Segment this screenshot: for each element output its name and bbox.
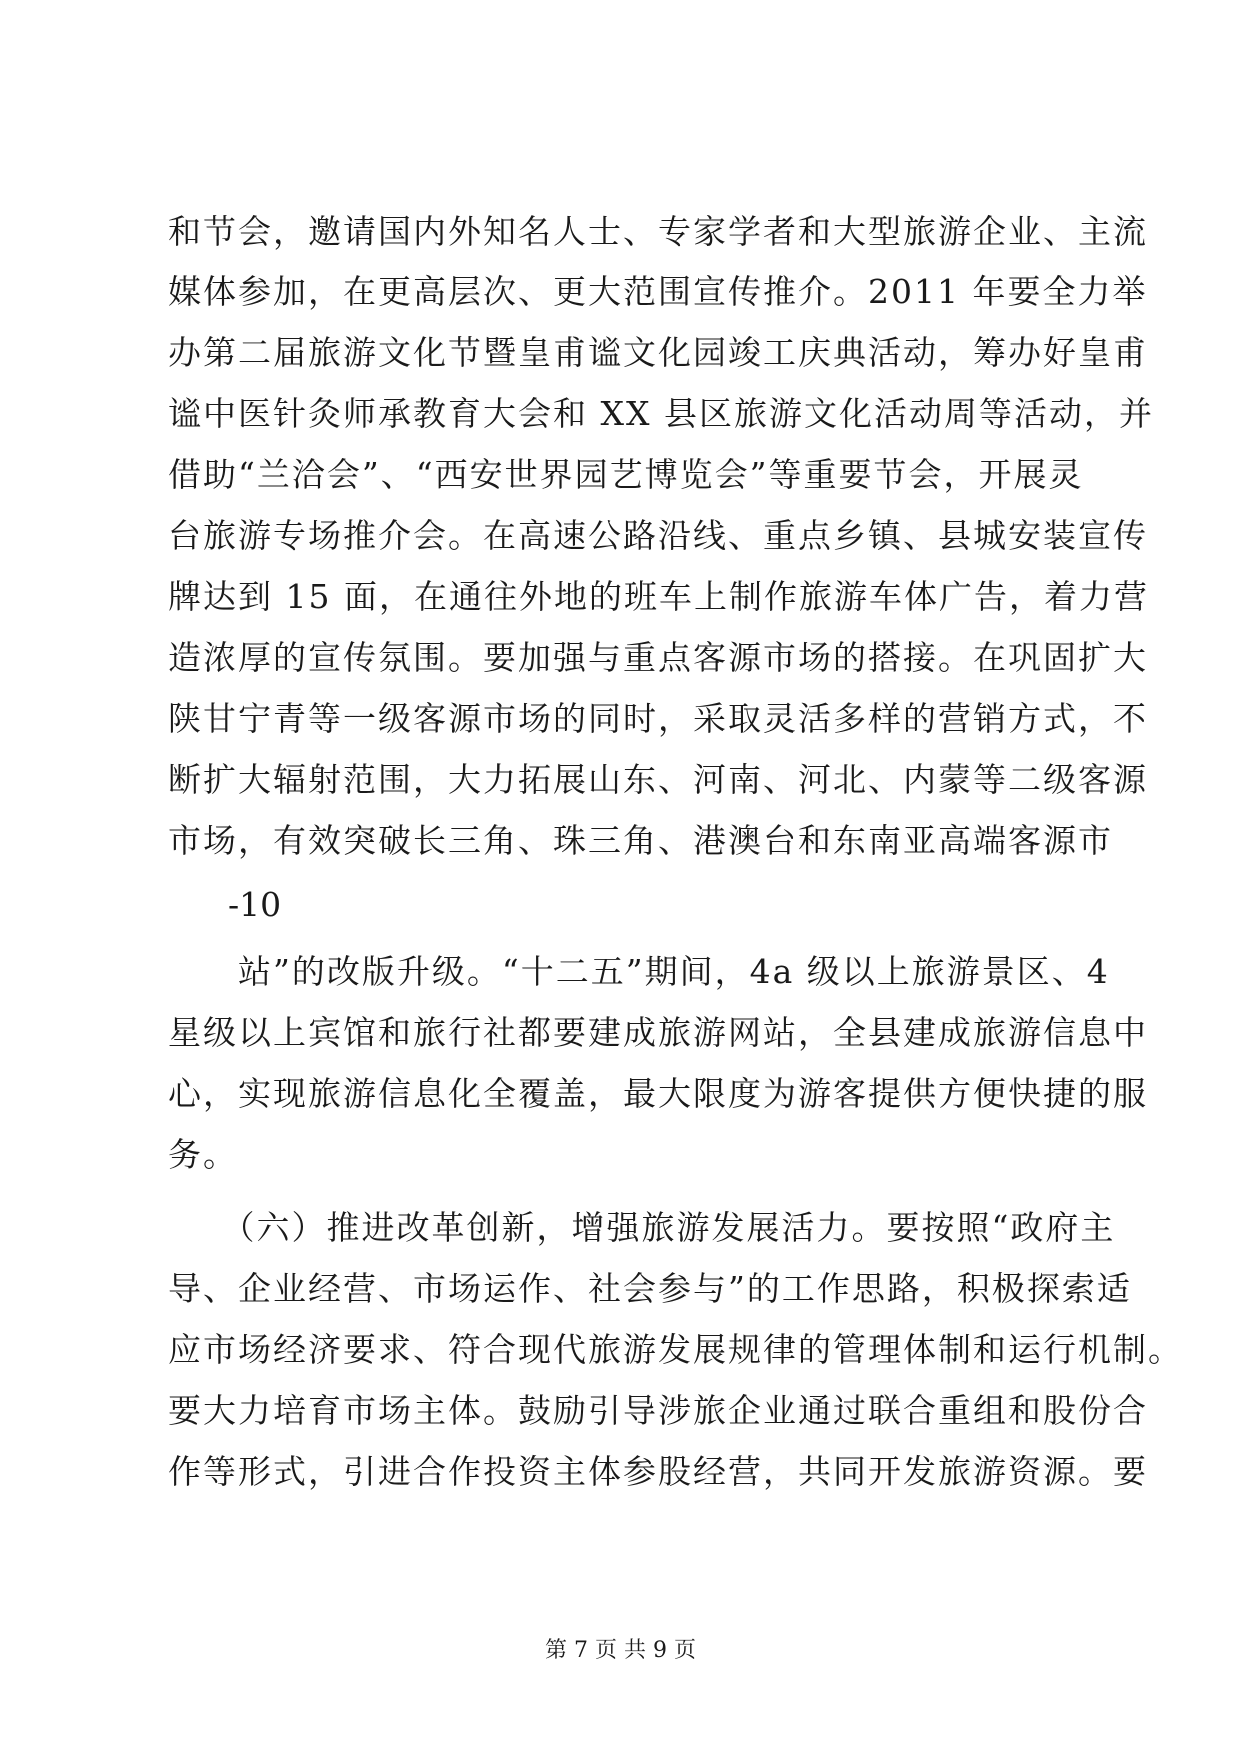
paragraph-line: 和节会，邀请国内外知名人士、专家学者和大型旅游企业、主流: [168, 212, 1148, 251]
paragraph-line: 应市场经济要求、符合现代旅游发展规律的管理体制和运行机制。: [168, 1330, 1183, 1369]
paragraph-line: 断扩大辐射范围，大力拓展山东、河南、河北、内蒙等二级客源: [168, 760, 1148, 799]
paragraph-line: 造浓厚的宣传氛围。要加强与重点客源市场的搭接。在巩固扩大: [168, 638, 1148, 677]
paragraph-line: 陕甘宁青等一级客源市场的同时，采取灵活多样的营销方式，不: [168, 699, 1148, 738]
paragraph-line: 要大力培育市场主体。鼓励引导涉旅企业通过联合重组和股份合: [168, 1391, 1148, 1430]
paragraph-line: 心，实现旅游信息化全覆盖，最大限度为游客提供方便快捷的服: [168, 1074, 1148, 1113]
inline-page-marker: -10: [228, 885, 282, 924]
paragraph-line: 媒体参加，在更高层次、更大范围宣传推介。2011 年要全力举: [168, 272, 1148, 311]
paragraph-line: 牌达到 15 面，在通往外地的班车上制作旅游车体广告，着力营: [168, 577, 1149, 616]
paragraph-line: 站”的改版升级。“十二五”期间，4a 级以上旅游景区、4: [168, 952, 1110, 991]
paragraph-line: 市场，有效突破长三角、珠三角、港澳台和东南亚高端客源市: [168, 821, 1113, 860]
paragraph-line: 星级以上宾馆和旅行社都要建成旅游网站，全县建成旅游信息中: [168, 1013, 1148, 1052]
paragraph-line: 导、企业经营、市场运作、社会参与”的工作思路，积极探索适: [168, 1269, 1132, 1308]
paragraph-line: （六）推进改革创新，增强旅游发展活力。要按照“政府主: [168, 1208, 1116, 1247]
paragraph-line: 作等形式，引进合作投资主体参股经营，共同开发旅游资源。要: [168, 1452, 1148, 1491]
paragraph-line: 办第二届旅游文化节暨皇甫谧文化园竣工庆典活动，筹办好皇甫: [168, 333, 1148, 372]
paragraph-line: 务。: [168, 1135, 238, 1174]
paragraph-line: 借助“兰洽会”、“西安世界园艺博览会”等重要节会，开展灵: [168, 455, 1084, 494]
paragraph-line: 谧中医针灸师承教育大会和 XX 县区旅游文化活动周等活动，并: [168, 394, 1154, 433]
paragraph-line: 台旅游专场推介会。在高速公路沿线、重点乡镇、县城安装宣传: [168, 516, 1148, 555]
page-footer: 第 7 页 共 9 页: [545, 1638, 696, 1663]
